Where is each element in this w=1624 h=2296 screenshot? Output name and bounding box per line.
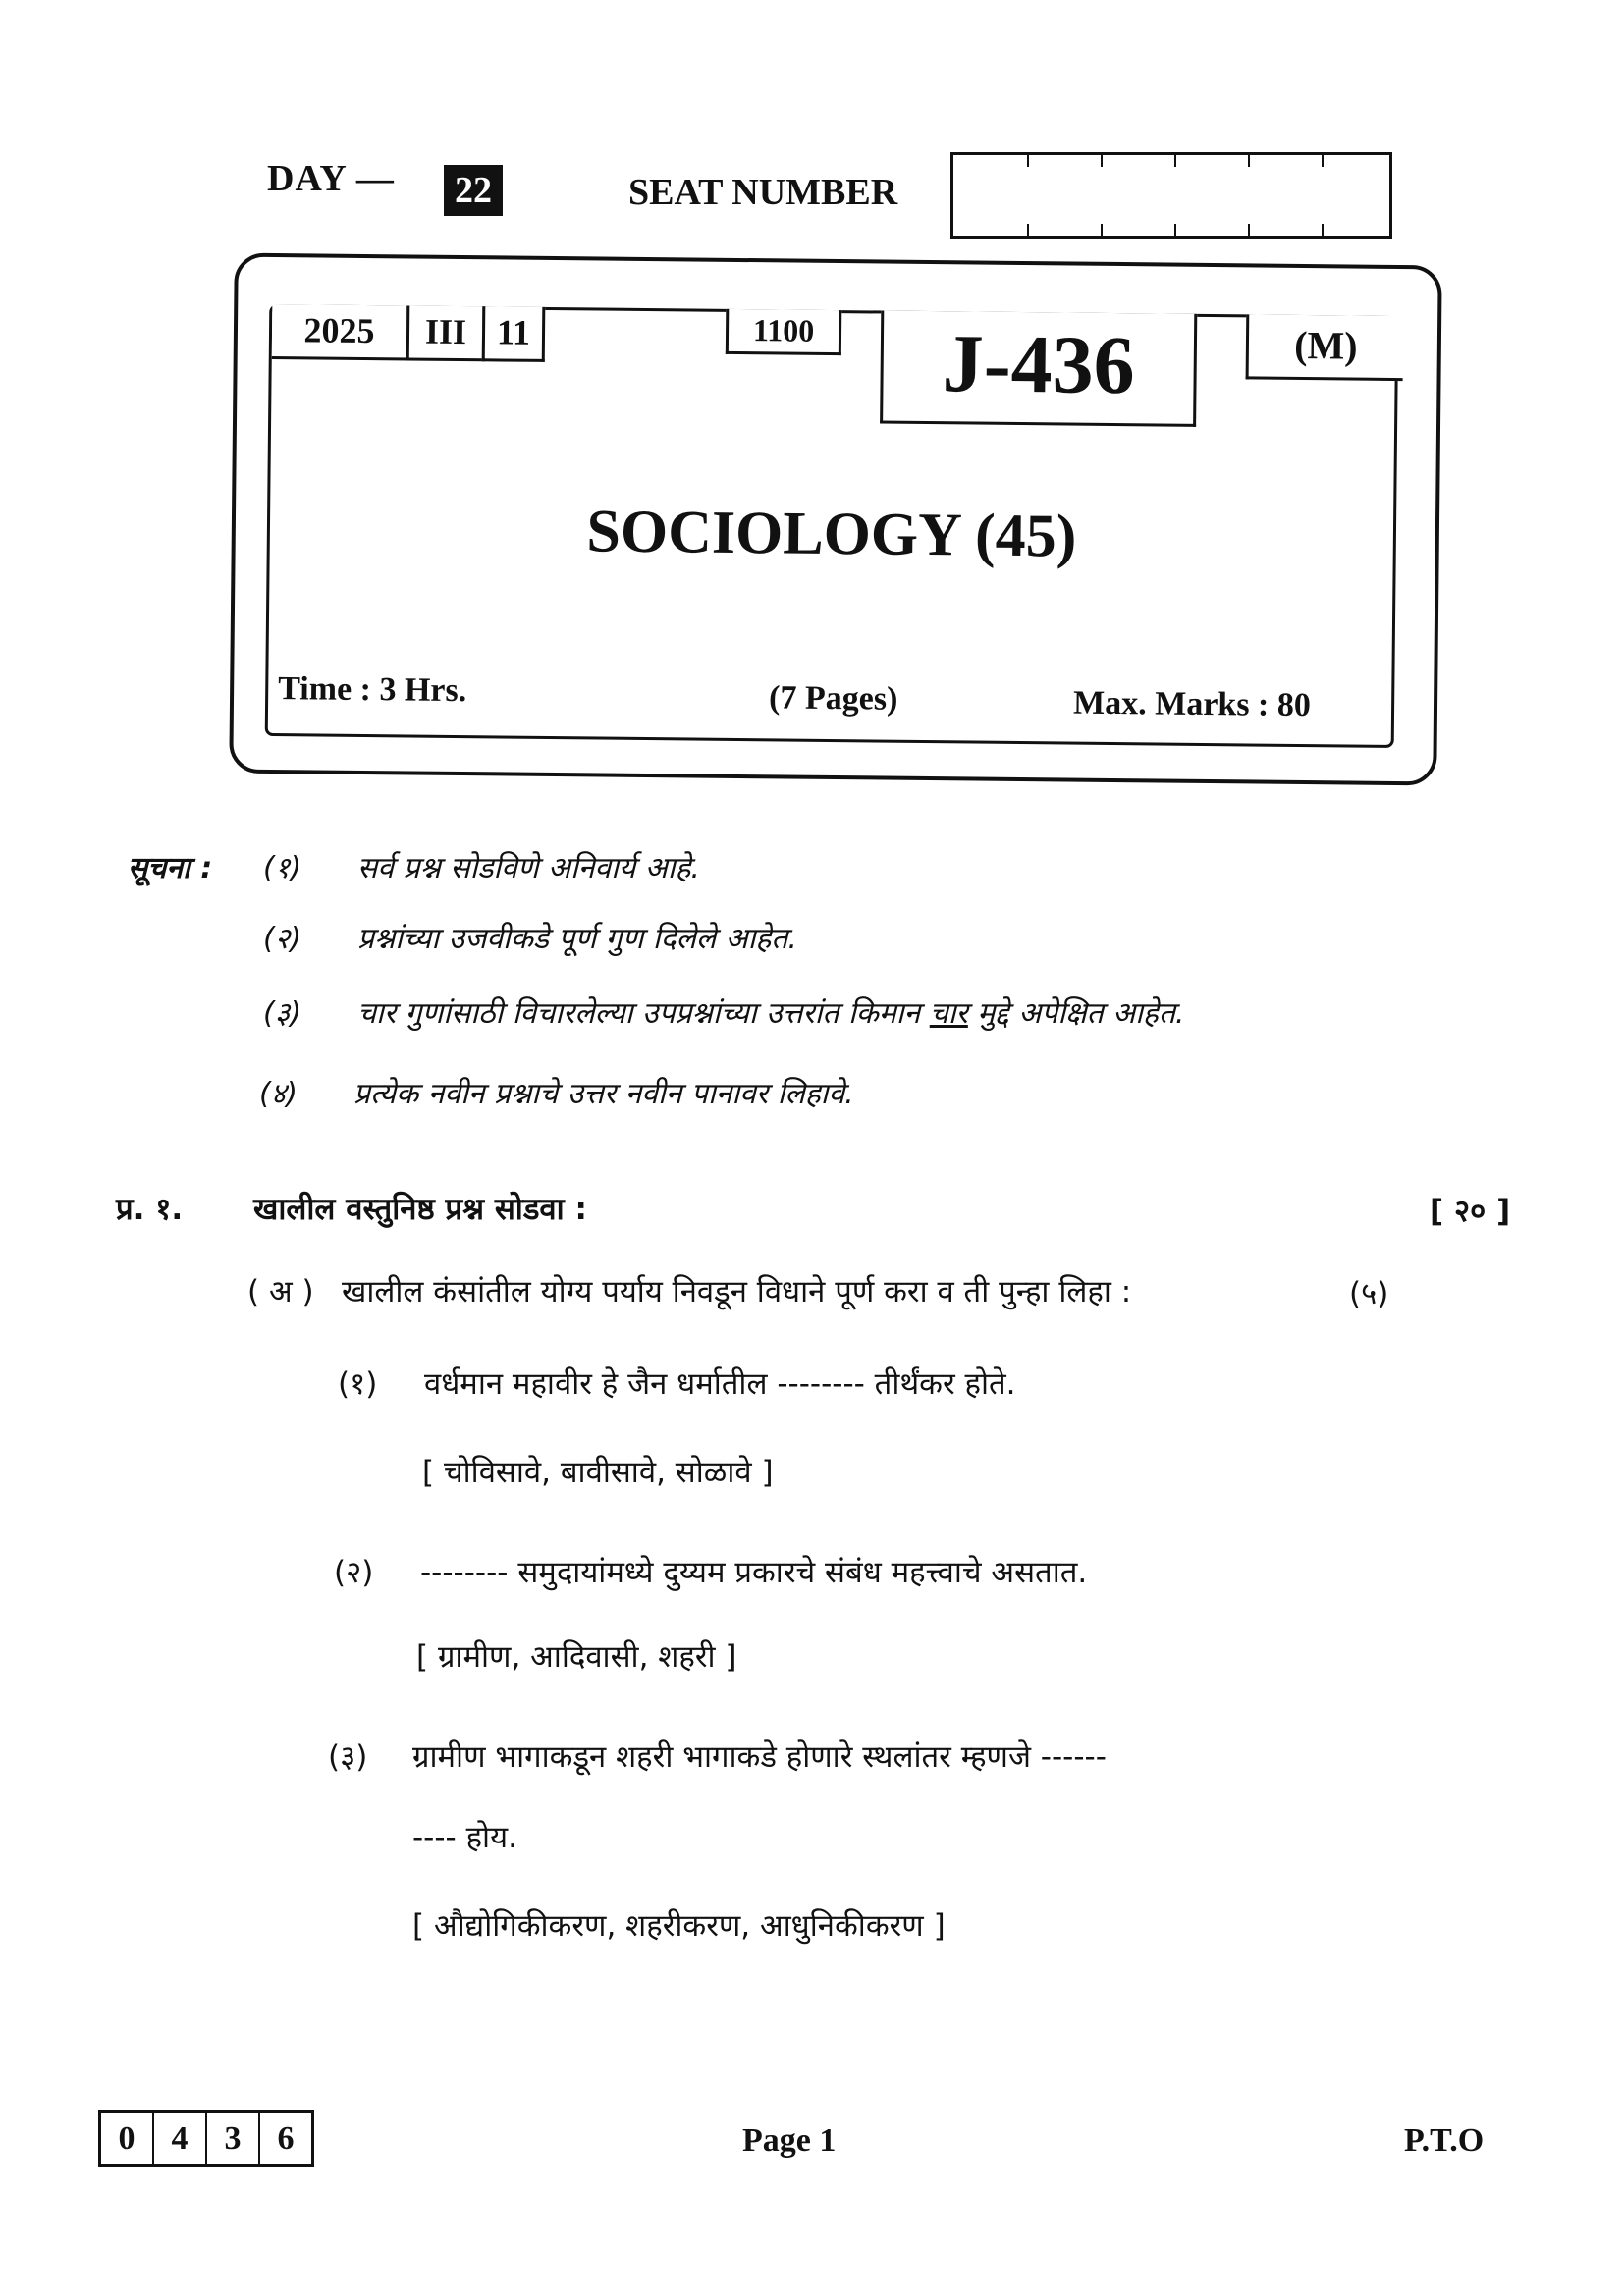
instruction-text: सर्व प्रश्न सोडविणे अनिवार्य आहे. xyxy=(357,851,700,885)
sub-question-options: [ ग्रामीण, आदिवासी, शहरी ] xyxy=(416,1639,737,1675)
part-a-instruction: खालील कंसांतील योग्य पर्याय निवडून विधाने पूर्ण करा व ती पुन्हा लिहा : xyxy=(342,1274,1132,1309)
day-label: DAY — xyxy=(267,158,395,199)
part-a-marks: (५) xyxy=(1349,1276,1389,1311)
seat-box-divider xyxy=(1101,155,1103,167)
sub-question-text: ग्रामीण भागाकडून शहरी भागाकडे होणारे स्थलांतर म्हणजे ------ xyxy=(412,1739,1107,1775)
instruction-number: (२) xyxy=(263,922,302,956)
instruction-item xyxy=(263,846,700,886)
sub-question-number: (२) xyxy=(334,1555,374,1590)
max-marks: Max. Marks : 80 xyxy=(1072,684,1312,724)
code-digit: 3 xyxy=(207,2113,260,2164)
seat-box-divider xyxy=(1027,155,1029,167)
sub-question-number: (१) xyxy=(338,1366,378,1402)
instructions-title: सूचना : xyxy=(128,851,213,885)
day-code: 11 xyxy=(482,306,546,362)
seat-box-divider xyxy=(1322,155,1324,167)
day-number-badge: 22 xyxy=(444,165,503,216)
seat-box-divider xyxy=(1174,155,1176,167)
question-marks: [ २० ] xyxy=(1430,1194,1511,1229)
sub-question-text: वर्धमान महावीर हे जैन धर्मातील -------- तीर्थंकर होते. xyxy=(424,1366,1016,1402)
question-title: खालील वस्तुनिष्ठ प्रश्न सोडवा : xyxy=(253,1192,587,1227)
page-count: (7 Pages) xyxy=(768,679,898,718)
seat-box-divider xyxy=(1174,224,1176,236)
instruction-number: (१) xyxy=(263,851,302,885)
exam-time: Time : 3 Hrs. xyxy=(278,670,467,710)
seat-number-label: SEAT NUMBER xyxy=(628,172,898,213)
instruction-item xyxy=(259,1072,854,1112)
instruction-text xyxy=(357,991,1184,1032)
subject-title: SOCIOLOGY (45) xyxy=(586,498,1077,570)
sub-question-text-continued: ---- होय. xyxy=(412,1820,517,1855)
instruction-text: प्रत्येक नवीन प्रश्नाचे उत्तर नवीन पानावर लिहावे. xyxy=(353,1077,854,1111)
medium-code: (M) xyxy=(1246,314,1404,381)
code-digit: 4 xyxy=(154,2113,207,2164)
seat-box-divider xyxy=(1027,224,1029,236)
roman-code: III xyxy=(406,305,486,361)
seat-box-divider xyxy=(1248,155,1250,167)
part-a-label: ( अ ) xyxy=(247,1274,314,1309)
paper-info-inner-frame xyxy=(265,304,1399,748)
code-digit: 6 xyxy=(277,2120,295,2157)
instruction-item xyxy=(263,917,797,957)
paper-code-strip xyxy=(98,2110,314,2167)
time-code: 1100 xyxy=(726,309,841,355)
seat-box-divider xyxy=(1101,224,1103,236)
instruction-item xyxy=(263,991,1184,1032)
seat-number-box[interactable] xyxy=(950,152,1392,239)
sub-question-options: [ चोविसावे, बावीसावे, सोळावे ] xyxy=(422,1455,774,1490)
seat-box-divider xyxy=(1248,224,1250,236)
question-number: प्र. १. xyxy=(116,1192,184,1227)
instruction-text: प्रश्नांच्या उजवीकडे पूर्ण गुण दिलेले आहेत. xyxy=(357,922,797,956)
year-code: 2025 xyxy=(272,304,410,360)
please-turn-over: P.T.O xyxy=(1404,2122,1485,2159)
instruction-text-part: चार गुणांसाठी विचारलेल्या उपप्रश्नांच्या उत्तरांत किमान xyxy=(357,996,930,1031)
sub-question-options: [ औद्योगिकीकरण, शहरीकरण, आधुनिकीकरण ] xyxy=(412,1908,946,1944)
emphasis-underline: चार xyxy=(929,996,968,1031)
instruction-number: (३) xyxy=(263,996,302,1031)
paper-code: J-436 xyxy=(880,311,1197,427)
instruction-number: (४) xyxy=(259,1077,298,1111)
sub-question-number: (३) xyxy=(328,1739,368,1775)
code-digit: 0 xyxy=(101,2113,154,2164)
page-number: Page 1 xyxy=(742,2122,837,2159)
instruction-text-part: मुद्दे अपेक्षित आहेत. xyxy=(967,996,1185,1031)
seat-box-divider xyxy=(1322,224,1324,236)
sub-question-text: -------- समुदायांमध्ये दुय्यम प्रकारचे संबंध महत्त्वाचे असतात. xyxy=(420,1555,1088,1590)
